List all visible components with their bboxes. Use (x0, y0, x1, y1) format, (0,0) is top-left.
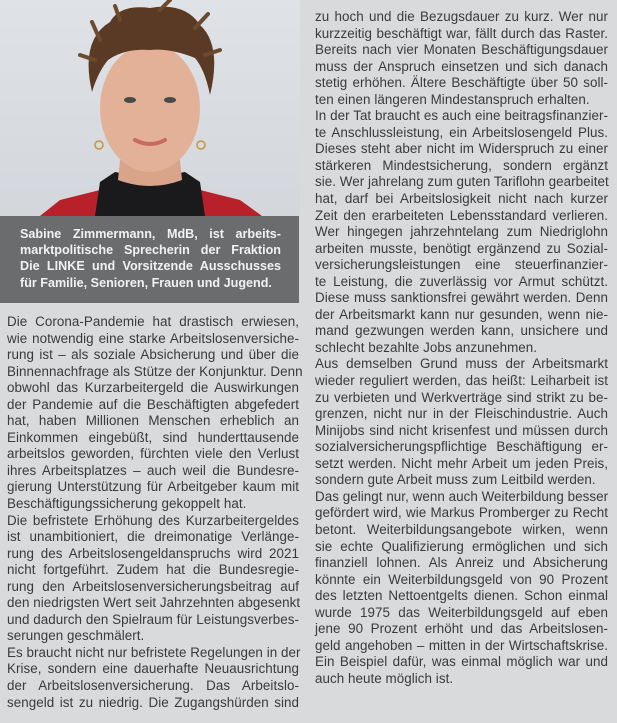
article-line: mand gezwungen werden kann, unsichere und (315, 323, 608, 339)
article-line: gefördert wird, wie Markus Promberger zu Recht (315, 505, 608, 521)
article-line: sie echte Qualifizierung ermöglichen und sich (315, 538, 608, 554)
article-line: könnte ein Weiterbildungsgeld von 90 Prozent (315, 571, 608, 587)
article-line: ist unambitioniert, die dreimonatige Verlänge- (7, 529, 299, 545)
article-line: Krise, sondern eine dauerhafte Neuausrichtung (7, 661, 299, 677)
article-line: Die befristete Erhöhung des Kurzarbeitergeldes (7, 512, 299, 528)
article-line: Ein Beispiel dafür, was einmal möglich war und (315, 654, 608, 670)
article-line: ten einen längeren Mindestanspruch erhalten. (315, 91, 590, 107)
article-line: des letzten Nettoentgelts dienen. Schon einmal (315, 588, 608, 604)
article-line: rung ist – als soziale Absicherung und über die (7, 347, 299, 363)
caption-line: Die LINKE und Vorsitzende Ausschusses (20, 259, 281, 274)
article-line: te Anschlussleistung, ein Arbeitslosengeld Plus. (315, 124, 608, 140)
article-line: sie. Wer jahrelang zum guten Tariflohn gearbeitet (315, 174, 609, 190)
article-line: Die Corona-Pandemie hat drastisch erwiesen, (7, 314, 299, 329)
article-line: gierung Unterstützung für Arbeitgeber kaum mit (7, 479, 299, 495)
caption-line: für Familie, Senioren, Frauen und Jugend. (20, 275, 272, 290)
article-line: kurzzeitig beschäftigt war, fällt durch das Raster. (315, 25, 608, 41)
caption-line: marktpolitische Sprecherin der Fraktion (20, 243, 281, 258)
article-line: hat, haben Millionen Menschen erheblich an (7, 413, 299, 429)
article-line: Beschäftigungssicherung gekoppelt hat. (7, 496, 247, 512)
article-line: finanziell lohnen. Als Anreiz und Absicherung (315, 555, 608, 571)
article-line: wie notwendig eine starke Arbeitslosenversiche- (7, 330, 299, 346)
article-line: Einkommen eingebüßt, sind hunderttausende (7, 429, 299, 445)
portrait-illustration (0, 0, 300, 216)
article-line: sozialversicherungspflichtige Beschäftigung er- (315, 439, 608, 455)
article-line: der Arbeitslosenversicherung. Das Arbeitslo- (7, 678, 299, 694)
article-line: sondern gute Arbeit muss zum Leitbild werden. (315, 472, 596, 488)
article-line: arbeitslos geworden, fürchten viele den Verlust (7, 446, 299, 462)
earring-right (197, 141, 205, 149)
article-line: In der Tat braucht es auch eine beitragsfinanzier- (315, 108, 608, 124)
article-line: Dieses steht aber nicht im Widerspruch zu einer (315, 141, 608, 157)
article-line: Wer hingegen jahrzehntelang zum Niedriglohn (315, 224, 608, 240)
article-line: nicht fortgeführt. Zudem hat die Bundesregie- (7, 562, 299, 578)
article-line: der Pandemie auf die Beschäftigten abgefedert (7, 396, 299, 412)
article-line: schlecht bezahlte Jobs anzunehmen. (315, 339, 538, 355)
article-column-right (315, 9, 608, 687)
article-line: Bereits nach vier Monaten Beschäftigungsdauer (315, 42, 608, 58)
article-line: versicherungsleistungen eine steuerfinanzier- (315, 257, 608, 273)
article-line: Diese muss sanktionsfrei gewährt werden. Denn (315, 290, 608, 306)
article-column-left (7, 314, 303, 711)
article-line: zu verbieten und Werkverträge sind strikt zu be- (315, 389, 608, 405)
article-line: grenzen, nicht nur in der Fleischindustrie. Auch (315, 406, 608, 422)
earring-left (95, 141, 103, 149)
article-line: Das gelingt nur, wenn auch Weiterbildung besser (315, 488, 609, 504)
article-line: auch heute möglich ist. (315, 670, 454, 686)
article-line: stärkeren Mindestsicherung, sondern ergänzt (315, 157, 608, 173)
article-line: und dadurch den Spielraum für Leistungsverbes- (7, 611, 299, 627)
article-line: sengeld ist zu niedrig. Die Zugangshürden sind (7, 694, 299, 710)
article-line: geld angehoben – mitten in der Wirtschaftskrise. (315, 637, 608, 653)
article-line: hat, darf bei Arbeitslosigkeit nicht nach kurzer (315, 191, 608, 207)
article-line: den niedrigsten Wert seit Jahrzehnten abgesenkt (7, 595, 301, 611)
face-shape (100, 44, 200, 172)
article-line: muss der Anspruch einsetzen und sich danach (315, 58, 608, 74)
author-photo (0, 0, 300, 216)
photo-caption (0, 216, 299, 303)
article-line: der Arbeitsmarkt kann nur gesunden, wenn nie- (315, 306, 608, 322)
article-line: Minijobs sind nicht krisenfest und müssen durch (315, 422, 608, 438)
article-line: zu hoch und die Bezugsdauer zu kurz. Wer nur (315, 9, 608, 24)
article-line: serungen geschmälert. (7, 628, 145, 644)
article-line: Aus demselben Grund muss der Arbeitsmarkt (315, 356, 608, 372)
left-eye (124, 97, 136, 103)
article-line: stetig erhöhen. Ältere Beschäftigte über 50 soll- (315, 75, 608, 91)
article-line: setzt werden. Nicht mehr Arbeit um jeden Preis, (315, 455, 608, 471)
article-line: wieder reguliert werden, das heißt: Leiharbeit ist (315, 373, 608, 389)
article-line: obwohl das Kurzarbeitergeld die Auswirkungen (7, 380, 299, 396)
caption-line: Sabine Zimmermann, MdB, ist arbeits- (20, 227, 281, 241)
article-line: rung des Arbeitslosengeldanspruchs wird 2021 (7, 545, 299, 561)
article-line: Es braucht nicht nur befristete Regelungen in der (7, 644, 301, 660)
article-line: arbeiten musste, benötigt ergänzend zu Sozial- (315, 240, 608, 256)
article-line: Binnennachfrage als Stütze der Konjunktur. Denn (7, 363, 303, 379)
article-line: Zeit den erarbeiteten Lebensstandard verlieren. (315, 207, 608, 223)
article-line: te Leistung, die zuverlässig vor Armut schützt. (315, 273, 608, 289)
right-eye (164, 97, 176, 103)
article-line: betont. Weiterbildungsangebote wirken, wenn (315, 521, 608, 537)
article-line: wurde 1975 das Weiterbildungsgeld auf eben (315, 604, 608, 620)
article-line: jene 90 Prozent erhöht und das Arbeitslosen- (315, 621, 608, 637)
article-line: ihres Arbeitsplatzes – auch weil die Bundesre- (7, 462, 299, 478)
article-line: rung den Arbeitslosenversicherungsbeitrag auf (7, 578, 299, 594)
